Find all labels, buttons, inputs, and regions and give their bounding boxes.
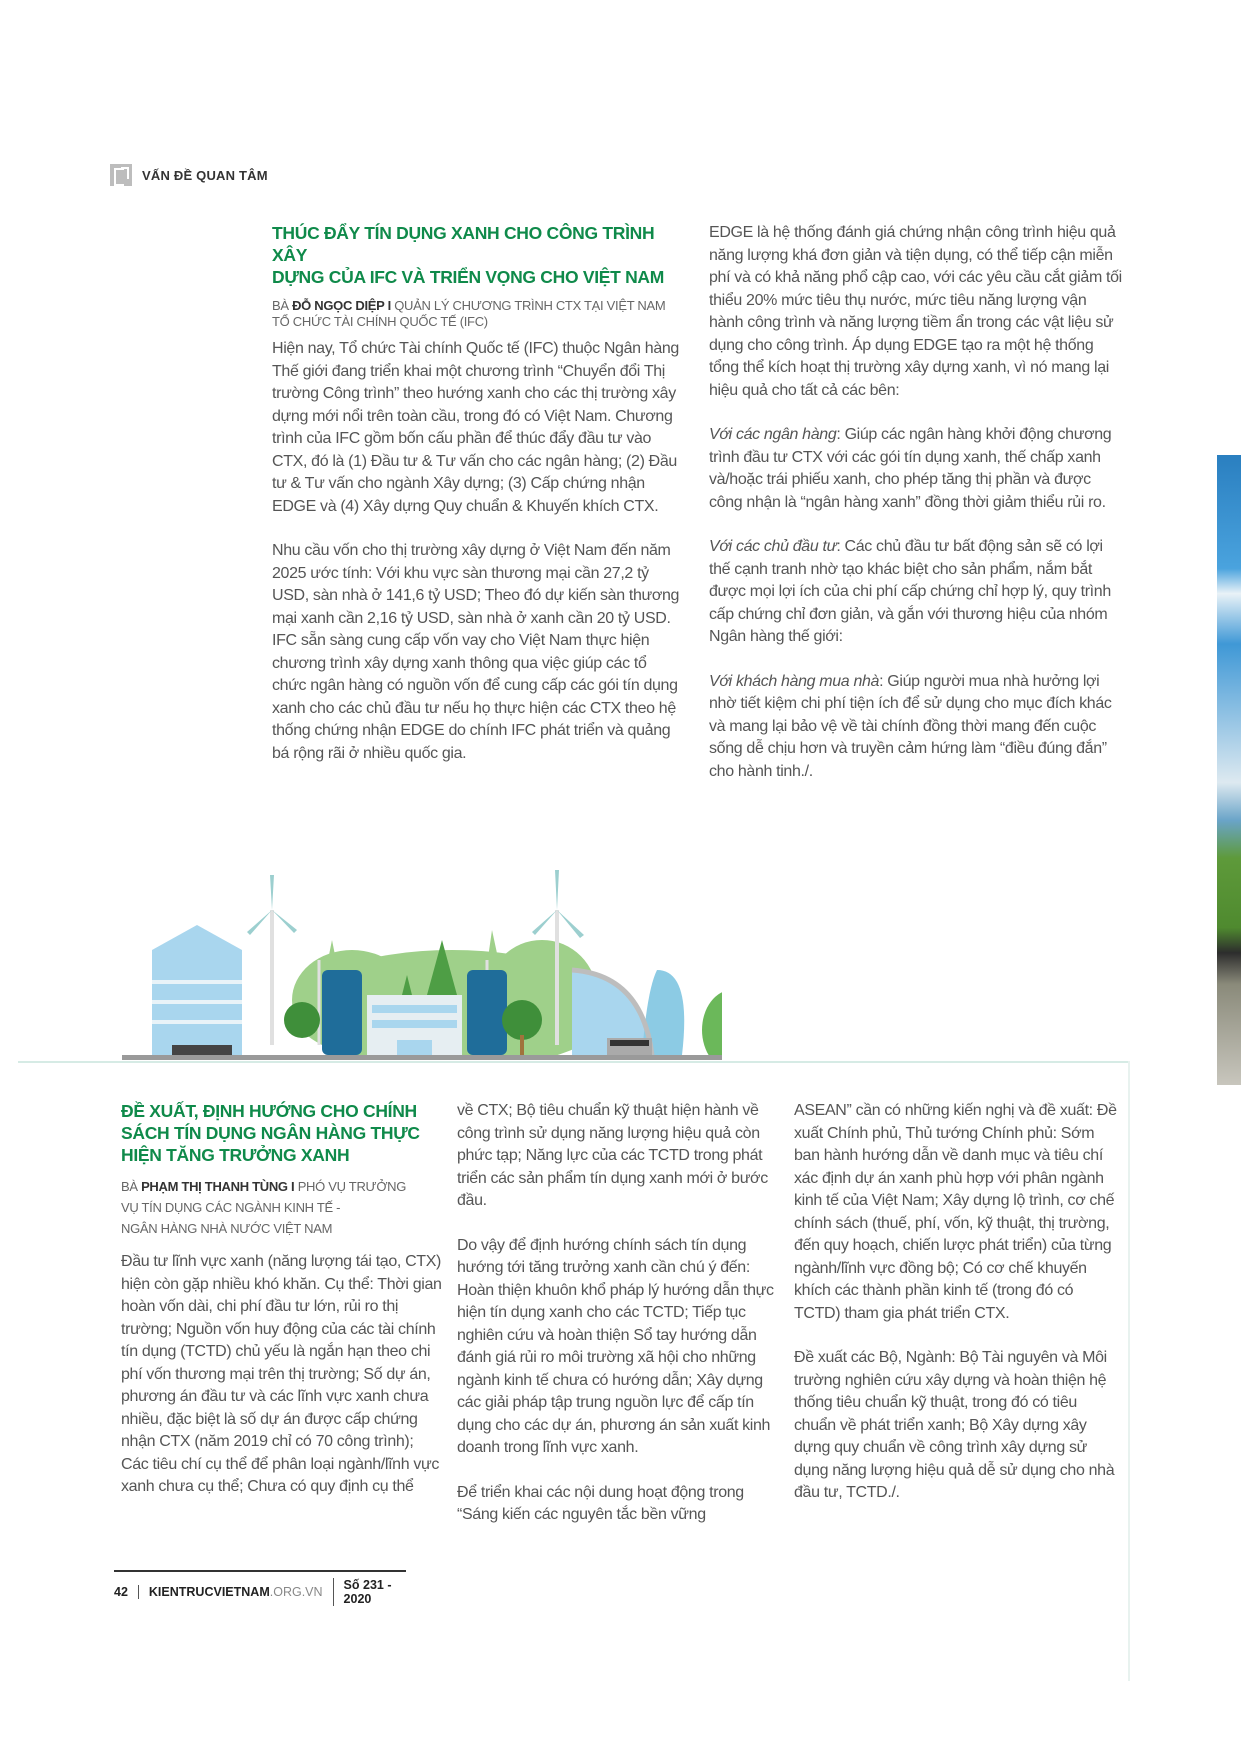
author-role: QUẢN LÝ CHƯƠNG TRÌNH CTX TẠI VIỆT NAM xyxy=(394,298,666,313)
article2-title-line: SÁCH TÍN DỤNG NGÂN HÀNG THỰC xyxy=(121,1123,420,1143)
article2-title-line: ĐỀ XUẤT, ĐỊNH HƯỚNG CHO CHÍNH xyxy=(121,1101,417,1121)
article2-title-line: HIỆN TĂNG TRƯỞNG XANH xyxy=(121,1145,350,1165)
green-city-illustration xyxy=(122,870,722,1060)
glass-building-left xyxy=(152,925,242,1055)
author-name: PHẠM THỊ THANH TÙNG xyxy=(141,1179,288,1194)
issue-number: Số 231 - 2020 xyxy=(333,1578,406,1606)
benefit-paragraph xyxy=(709,671,1124,784)
benefit-text: : Các chủ đầu tư bất động sản sẽ có lợi thế cạnh tranh nhờ tạo khác biệt cho sản phẩm, nắm bắt được mọi lợi ích của chi phí cấp chứng chỉ hợp lý, quy trình cấp chứng chỉ đơn giản, và gắn với thương hiệu của nhóm Ngân hàng thế giới: xyxy=(709,538,1111,645)
article1-column1 xyxy=(272,222,684,787)
paragraph: Đầu tư lĩnh vực xanh (năng lượng tái tạo, CTX) hiện còn gặp nhiều khó khăn. Cụ thể: Thời gian hoàn vốn dài, chi phí đầu tư lớn, rủi ro thị trường; Nguồn vốn huy động của các tài chính tín dụng (TCTD) chủ yếu là ngắn hạn theo chi phí vốn thương mại trên thị trường; Số dự án, phương án đầu tư và các lĩnh vực xanh chưa nhiều, đặc biệt là số dự án được cấp chứng nhận CTX (năm 2019 chỉ có 70 công trình); Các tiêu chí cụ thể để phân loại ngành/lĩnh vực xanh chưa cụ thể; Chưa có quy định cụ thể xyxy=(121,1253,442,1495)
site-name-bold: KIENTRUCVIETNAM xyxy=(148,1585,270,1599)
benefit-label: Với khách hàng mua nhà xyxy=(709,672,880,690)
byline-separator: I xyxy=(384,298,395,313)
article2-body xyxy=(121,1251,444,1499)
side-photo xyxy=(1217,455,1241,1085)
article2-column2 xyxy=(457,1100,781,1549)
ground-line xyxy=(122,1055,722,1060)
paragraph: về CTX; Bộ tiêu chuẩn kỹ thuật hiện hành về công trình sử dụng năng lượng hiệu quả còn phức tạp; Năng lực của các TCTD trong phát triển các sản phẩm tín dụng xanh mới ở bước đầu. xyxy=(457,1102,768,1209)
section-header xyxy=(110,164,268,186)
paragraph: Nhu cầu vốn cho thị trường xây dựng ở Việt Nam đến năm 2025 ước tính: Với khu vực sàn thương mại cần 27,2 tỷ USD, sàn nhà ở 141,6 tỷ USD; Theo đó dự kiến sàn thương mại xanh cần 2,16 tỷ USD, sàn nhà ở xanh cần 20 tỷ USD. IFC sẵn sàng cung cấp vốn vay cho Việt Nam thực hiện chương trình xây dựng xanh thông qua việc giúp các tổ chức ngân hàng có nguồn vốn để cung cấp các gói tín dụng xanh cho các chủ đầu tư nếu họ thực hiện các CTX theo hệ thống chứng nhận EDGE do chính IFC phát triển và quảng bá rộng rãi ở nhiều quốc gia. xyxy=(272,542,680,762)
benefit-paragraph xyxy=(709,424,1124,514)
article1-column2 xyxy=(709,222,1124,805)
paragraph: Hiện nay, Tổ chức Tài chính Quốc tế (IFC) thuộc Ngân hàng Thế giới đang triển khai một chương trình “Chuyển đổi Thị trường Công trình” theo hướng xanh cho các thị trường xây dựng mới nổi trên toàn cầu, trong đó có Việt Nam. Chương trình của IFC gồm bốn cấu phần để thúc đẩy đầu tư vào CTX, đó là (1) Đầu tư & Tư vấn cho các ngân hàng; (2) Đầu tư & Tư vấn cho ngành Xây dựng; (3) Cấp chứng nhận EDGE và (4) Xây dựng Quy chuẩn & Khuyến khích CTX. xyxy=(272,340,679,515)
author-role: PHÓ VỤ TRƯỞNG xyxy=(297,1179,407,1194)
benefit-text: : Giúp các ngân hàng khởi động chương trình đầu tư CTX với các gói tín dụng xanh, thế chấp xanh và/hoặc trái phiếu xanh, cho phép tăng thị phần và được công nhận là “ngân hàng xanh” đồng thời giảm thiểu rủi ro. xyxy=(709,426,1112,511)
page-number: 42 xyxy=(114,1585,139,1599)
benefit-paragraph xyxy=(709,536,1124,649)
byline-prefix: BÀ xyxy=(272,298,293,313)
paragraph: Đề xuất các Bộ, Ngành: Bộ Tài nguyên và Môi trường nghiên cứu xây dựng và hoàn thiện hệ thống tiêu chuẩn kỹ thuật, trong đó có tiêu chuẩn về phát triển xanh; Bộ Xây dựng xây dựng quy chuẩn về công trình xây dựng sử dụng năng lượng hiệu quả dễ sử dụng cho nhà đầu tư, TCTD./. xyxy=(794,1349,1115,1501)
site-name[interactable] xyxy=(149,1585,323,1599)
section-divider xyxy=(18,1061,1130,1063)
article1-byline xyxy=(272,298,684,330)
article1-title-line: THÚC ĐẨY TÍN DỤNG XANH CHO CÔNG TRÌNH XÂY xyxy=(272,223,655,265)
article2-column3 xyxy=(794,1100,1118,1527)
benefit-text: : Giúp người mua nhà hưởng lợi nhờ tiết kiệm chi phí tiện ích để sử dụng cho mục đích khác và mang lại bảo vệ về tài chính đồng thời mang đến cuộc sống dễ chịu hơn và truyền cảm hứng làm “điều đúng đắn” cho hành tinh./. xyxy=(709,672,1112,780)
author-name: ĐỖ NGỌC DIỆP xyxy=(292,298,385,313)
benefit-label: Với các ngân hàng xyxy=(709,426,837,443)
section-divider-vertical xyxy=(1128,1061,1130,1681)
article1-body xyxy=(272,338,684,765)
article2-column1 xyxy=(121,1100,444,1521)
paragraph: Để triển khai các nội dung hoạt động trong “Sáng kiến các nguyên tắc bền vững xyxy=(457,1483,744,1523)
paragraph: EDGE là hệ thống đánh giá chứng nhận công trình hiệu quả năng lượng khá đơn giản và tiện dụng, có thể tiếp cận miễn phí và có khả năng phổ cập cao, với các yêu cầu cắt giảm tối thiểu 20% mức tiêu thụ nước, mức tiêu năng lượng vận hành công trình và năng lượng tiềm ẩn trong các vật liệu sử dụng cho công trình. Áp dụng EDGE tạo ra một hệ thống tổng thể kích hoạt thị trường xây dựng xanh, vì nó mang lại hiệu quả cho tất cả các bên: xyxy=(709,224,1122,399)
author-organization: NGÂN HÀNG NHÀ NƯỚC VIỆT NAM xyxy=(121,1221,333,1236)
paragraph: ASEAN” cần có những kiến nghị và đề xuất: Đề xuất Chính phủ, Thủ tướng Chính phủ: Sớm ban hành hướng dẫn về danh mục và tiêu chí xác định dự án xanh phù hợp với phân ngành kinh tế của Việt Nam; Xây dựng lộ trình, cơ chế chính sách (thuế, phí, vốn, kỹ thuật, thị trường, đến quy hoạch, chiến lược phát triển) của từng ngành/lĩnh vực đồng bộ; Có cơ chế khuyến khích các thành phần kinh tế (trong đó có TCTD) tham gia phát triển CTX. xyxy=(794,1102,1117,1322)
article1-title xyxy=(272,222,684,288)
page-footer xyxy=(114,1570,406,1606)
byline-separator: I xyxy=(287,1179,298,1194)
article2-byline xyxy=(121,1176,444,1239)
benefit-label: Với các chủ đầu tư xyxy=(709,538,837,555)
curved-glass-building xyxy=(572,970,684,1055)
paragraph: Do vậy để định hướng chính sách tín dụng hướng tới tăng trưởng xanh cần chú ý đến: Hoàn thiện khuôn khổ pháp lý hướng dẫn thực hiện tín dụng xanh cho các TCTD; Tiếp tục nghiên cứu và hoàn thiện Sổ tay hướng dẫn đánh giá rủi ro môi trường xã hội cho những ngành kinh tế chưa có hướng dẫn; Xây dựng các giải pháp tập trung nguồn lực để cấp tín dụng cho các dự án, phương án sản xuất kinh doanh trong lĩnh vực xanh. xyxy=(457,1236,774,1456)
site-name-domain: .ORG.VN xyxy=(269,1585,323,1599)
byline-prefix: BÀ xyxy=(121,1179,142,1194)
magazine-logo-icon xyxy=(110,164,132,186)
article2-title xyxy=(121,1100,444,1166)
author-organization: TỔ CHỨC TÀI CHÍNH QUỐC TẾ (IFC) xyxy=(272,314,488,329)
section-label: VẤN ĐỀ QUAN TÂM xyxy=(142,167,268,183)
office-building xyxy=(367,995,462,1055)
article1-title-line: DỰNG CỦA IFC VÀ TRIỂN VỌNG CHO VIỆT NAM xyxy=(272,267,665,287)
author-department: VỤ TÍN DỤNG CÁC NGÀNH KINH TẾ - xyxy=(121,1200,341,1215)
